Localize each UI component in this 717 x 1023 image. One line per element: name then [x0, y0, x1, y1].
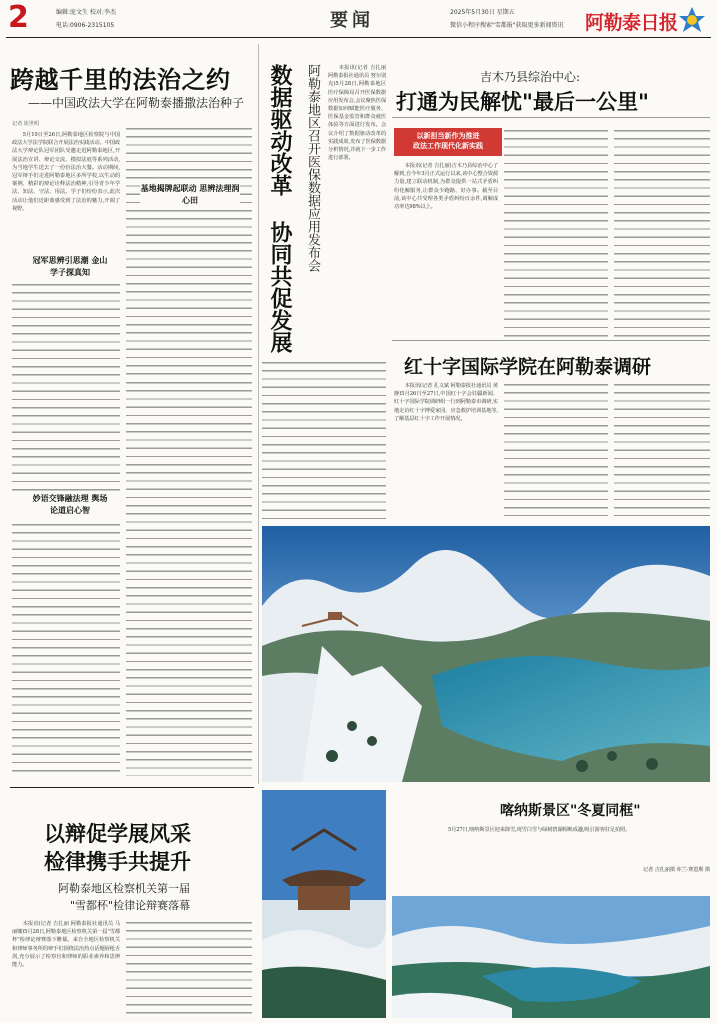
law-article-title: 跨越千里的法治之约 — [10, 66, 231, 94]
law-section-heading-3b: 基地揭牌起联动 思辨法理润心田 — [140, 183, 240, 205]
kanas-caption: 5月27日,喀纳斯景区迎来降雪,现雪白雪与绿树碧湖相映成趣,吸引游客驻足拍照。 — [448, 827, 631, 833]
masthead-rule — [6, 37, 711, 38]
law-section-heading-2: 妙语交锋融法理 舆场论道启心智 — [30, 492, 110, 516]
page-number: 2 — [8, 0, 29, 35]
law-article-body-col2b — [126, 240, 252, 375]
kanas-main-photo — [262, 526, 710, 782]
jimunai-badge-line1: 以新担当新作为推进 — [416, 132, 480, 140]
jimunai-rule — [392, 117, 710, 118]
law-section-heading-1: 冠军思辨引思潮 金山学子探真知 — [32, 255, 108, 277]
law-article-subtitle: ——中国政法大学在阿勒泰播撒法治种子 — [28, 96, 245, 110]
wechat-line: 微信小程序搜索"雪都报"获取更多新闻资讯 — [450, 22, 564, 29]
jimunai-body-text: 本报讯(记者 吉扎丽)吉木乃县综治中心了解到,自今年3月正式运行以来,该中心整合资源力量,建立联动机制,为群众提供一站式矛盾纠纷化解服务,让群众少跑路、好办事。截至目前,该中心共受理各类矛盾纠纷百余件,调解成功率达98%以上。 — [394, 163, 498, 211]
jimunai-title: 打通为民解忧"最后一公里" — [396, 90, 649, 114]
law-article-body-col1b — [12, 282, 120, 492]
jimunai-body-col1 — [394, 162, 498, 342]
jimunai-badge — [394, 128, 502, 156]
redcross-body-col3 — [614, 382, 710, 516]
section-title: 要闻 — [330, 10, 374, 31]
kanas-title: 喀纳斯景区"冬夏同框" — [500, 803, 641, 819]
kanas-credit: 记者 吉扎丽摄 库兰·赛恩斯 摄 — [642, 867, 710, 873]
kanas-right-photo — [392, 896, 710, 1018]
redcross-body-col1 — [394, 382, 498, 516]
law-article-body-col2 — [126, 126, 252, 236]
law-body-text: 5月19日至26日,阿勒泰地区检察院与中国政法大学法学院联合开展法治实践活动。中国政法大学辩论队冠军团队受邀走进阿勒泰地区,开展法治宣讲、辩论交流、模拟法庭等系列活动,为当地学生送去了一份份法治大餐。活动期间,冠军辩手们走进阿勒泰地区多所学校,以生动的案例、精彩的辩论诠释法治精神,引导青少年学法、知法、守法、用法。学子们纷纷表示,此次活动让他们近距离感受到了法治的魅力,开阔了视野。 — [12, 132, 120, 212]
law-article-body-col1c — [12, 522, 120, 776]
jimunai-body-col2 — [504, 128, 608, 342]
editor-line: 编辑:庞文生 校对:李杰 — [56, 9, 116, 16]
right-top-divider — [392, 340, 710, 341]
debate-title-line2: 检律携手共提升 — [44, 850, 191, 874]
middle-col-divider-left — [258, 44, 259, 784]
debate-body-col2 — [126, 920, 252, 1018]
data-body-text: 本报讯(记者 吉扎丽 阿勒泰报社通讯员 努尔别克)5月28日,阿勒泰地区医疗保障局召开医保数据应用发布会,会议聚焦医保数据如何赋能医疗服务、医保基金监管和群众就医体验等方面进行发布。会议介绍了数据驱动改革的实践成果,发布了医保数据分析情况,并就下一步工作进行部署。 — [328, 65, 386, 162]
debate-body-col1 — [12, 920, 120, 1018]
law-article-byline: 记者 崔世明 — [12, 121, 39, 127]
debate-subtitle-line1: 阿勒泰地区检察机关第一届 — [58, 882, 190, 895]
jimunai-body-col3 — [614, 128, 710, 342]
phone-line: 电话:0906-2315105 — [56, 22, 115, 29]
law-article-body-col2c — [126, 380, 252, 776]
debate-title-line1: 以辩促学展风采 — [44, 822, 191, 846]
redcross-title: 红十字国际学院在阿勒泰调研 — [404, 356, 652, 378]
paper-logo-icon — [677, 5, 707, 35]
law-article-body-col1 — [12, 131, 120, 249]
jimunai-title-lead: 吉木乃县综治中心: — [480, 70, 581, 84]
data-article-title: 数据驱动改革 协同共促发展 — [267, 64, 292, 353]
redcross-body-col2 — [504, 382, 608, 516]
redcross-body-text: 本报讯(记者 孔文斌 阿勒泰报社通讯员 黄静)5月26日至27日,中国红十字会驻疆新闻、红十字国际学院调研组一行到阿勒泰市调研,实地走访红十字博爱家园、应急救护培训基地等,了解基层红十字工作开展情况。 — [394, 383, 498, 422]
data-article-body — [328, 64, 386, 356]
kanas-left-photo — [262, 790, 386, 1018]
debate-body-text: 本报讯(记者 吉扎丽 阿勒泰报社通讯员 马丽娜)5月28日,阿勒泰地区检察机关第一届"雪都杯"检律论辩赛落下帷幕。来自全地区检察机关和律师事务所的辩手们围绕法治热点话题唇枪舌剑,充分展示了检察官和律师的职业素养和思辨能力。 — [12, 921, 120, 969]
jimunai-badge-line2: 政法工作现代化新实践 — [413, 142, 483, 150]
data-article-subtitle: 阿勒泰地区召开医保数据应用发布会 — [305, 64, 320, 272]
paper-name: 阿勒泰日报 — [585, 12, 678, 34]
date-line: 2025年5月30日 星期五 — [450, 9, 515, 16]
debate-subtitle-line2: "雪都杯"检律论辩赛落幕 — [70, 899, 191, 912]
left-col-divider — [10, 787, 254, 788]
